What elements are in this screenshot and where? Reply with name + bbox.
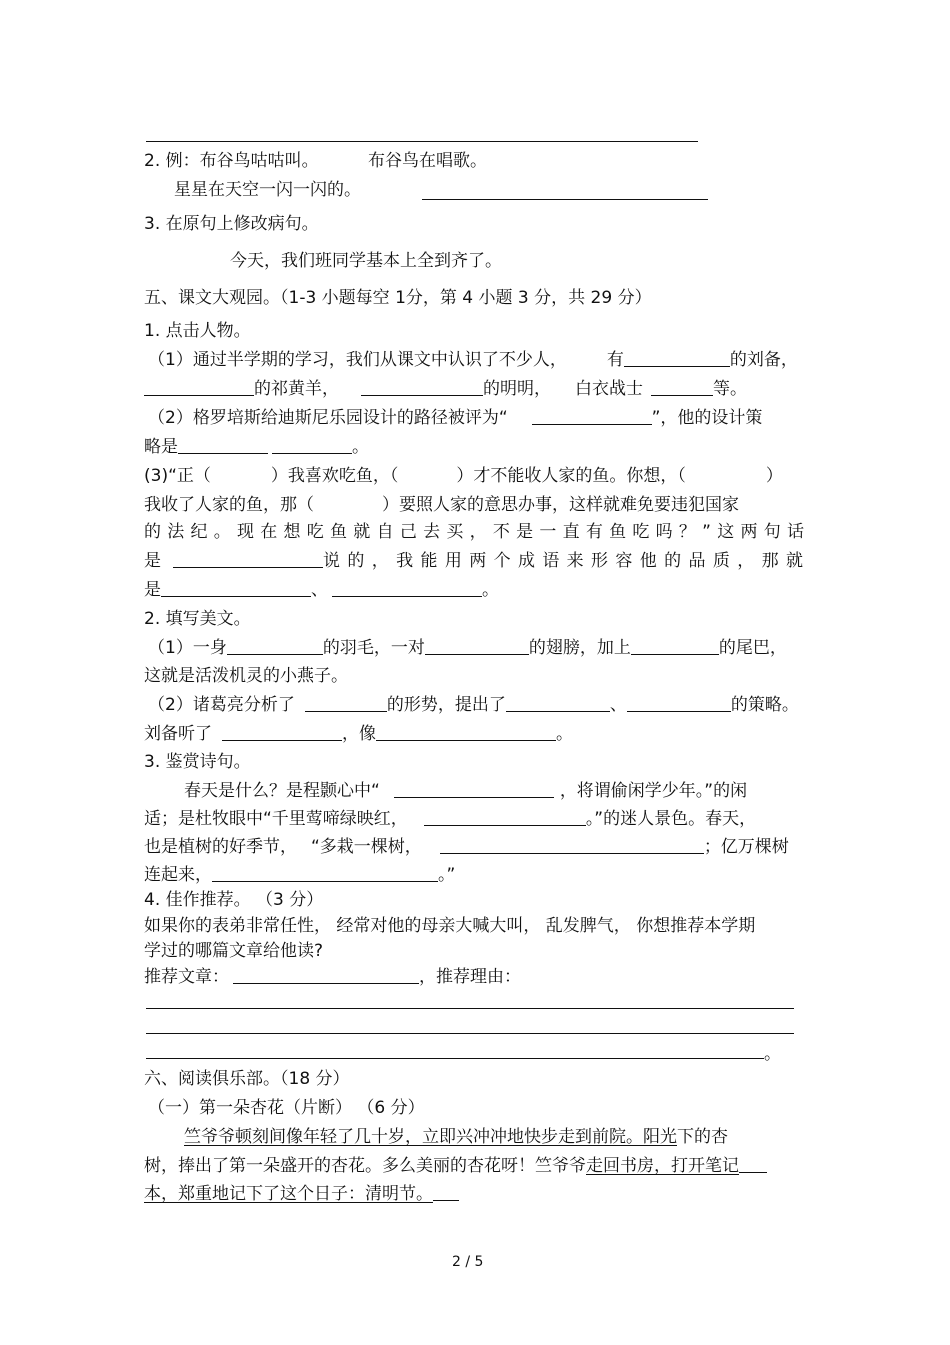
q5-1-p3-line4: 是 说的，我能用两个成语来形容他的品质，那就 bbox=[144, 551, 803, 571]
answer-blank[interactable] bbox=[332, 579, 482, 597]
answer-blank[interactable] bbox=[424, 808, 586, 826]
q5-4-line2: 学过的哪篇文章给他读? bbox=[144, 941, 324, 961]
q5-3-line2: 适；是杜牧眼中“千里莺啼绿映红， 。”的迷人景色。春天， bbox=[144, 809, 757, 829]
answer-blank[interactable] bbox=[425, 637, 529, 655]
answer-line-top bbox=[146, 141, 698, 142]
answer-blank[interactable] bbox=[506, 694, 610, 712]
q5-2-p2-line1: （2）诸葛亮分析了 的形势，提出了 、 的策略。 bbox=[148, 695, 799, 715]
q5-4-line1: 如果你的表弟非常任性， 经常对他的母亲大喊大叫， 乱发脾气， 你想推荐本学期 bbox=[144, 916, 756, 936]
q5-1-p3-line3: 的法纪。现在想吃鱼就自己去买，不是一直有鱼吃吗？”这两句话 bbox=[144, 522, 804, 542]
q5-1-p1-line2: 的祁黄羊， 的明明， 白衣战士 等。 bbox=[144, 378, 747, 400]
answer-blank[interactable] bbox=[272, 436, 352, 454]
answer-blank[interactable] bbox=[361, 378, 483, 396]
reason-line-2[interactable] bbox=[146, 1033, 794, 1034]
q4-2-prompt: 星星在天空一闪一闪的。 bbox=[174, 180, 361, 200]
q5-1-p2-line2: 略是 。 bbox=[144, 437, 369, 457]
section-5-title: 五、课文大观园。（1-3 小题每空 1分，第 4 小题 3 分，共 29 分） bbox=[144, 288, 652, 308]
q5-1-label: 1. 点击人物。 bbox=[144, 321, 251, 341]
answer-blank[interactable] bbox=[227, 637, 323, 655]
q5-1-p2-line1: （2）格罗培斯给迪斯尼乐园设计的路径被评为“ ”，他的设计策 bbox=[148, 408, 763, 428]
passage-line-3: 本，郑重地记下了这个日子：清明节。 bbox=[144, 1183, 459, 1205]
section-6-subtitle: （一）第一朵杏花（片断） （6 分） bbox=[148, 1098, 425, 1118]
q5-3-line3: 也是植树的好季节， “多栽一棵树， ；亿万棵树 bbox=[144, 837, 789, 857]
q5-1-p3-line5: 是 、 。 bbox=[144, 580, 499, 600]
page-number: 2 / 5 bbox=[452, 1254, 484, 1270]
answer-blank[interactable] bbox=[631, 637, 719, 655]
answer-blank[interactable] bbox=[440, 836, 704, 854]
q5-2-p1-line2: 这就是活泼机灵的小燕子。 bbox=[144, 666, 348, 686]
answer-blank[interactable] bbox=[144, 378, 254, 396]
q5-3-line1: 春天是什么？是程颢心中“ ，将谓偷闲学少年。”的闲 bbox=[184, 781, 748, 801]
reason-line-3[interactable] bbox=[146, 1058, 764, 1059]
passage-line-1: 竺爷爷顿刻间像年轻了几十岁，立即兴冲冲地快步走到前院。阳光下的杏 bbox=[184, 1127, 728, 1147]
q5-2-p1-line1: （1）一身 的羽毛，一对 的翅膀，加上 的尾巴， bbox=[148, 638, 787, 658]
answer-blank[interactable] bbox=[161, 579, 311, 597]
answer-blank[interactable] bbox=[624, 349, 730, 367]
passage-line-2: 树，捧出了第一朵盛开的杏花。多么美丽的杏花呀！竺爷爷走回书房，打开笔记 bbox=[144, 1155, 767, 1177]
answer-blank[interactable] bbox=[394, 780, 554, 798]
answer-blank[interactable] bbox=[212, 864, 438, 882]
article-blank[interactable] bbox=[233, 966, 419, 984]
answer-blank[interactable] bbox=[651, 378, 713, 396]
q5-1-p1-line1: （1）通过半学期的学习，我们从课文中认识了不少人， 有 的刘备， bbox=[148, 350, 798, 370]
answer-blank[interactable] bbox=[305, 694, 387, 712]
q4-2-example: 2. 例：布谷鸟咕咕叫。 布谷鸟在唱歌。 bbox=[144, 151, 488, 171]
q4-3-label: 3. 在原句上修改病句。 bbox=[144, 214, 319, 234]
reason-line-1[interactable] bbox=[146, 1008, 794, 1009]
answer-blank[interactable] bbox=[376, 723, 556, 741]
reason-end-mark: 。 bbox=[764, 1044, 781, 1064]
q5-2-p2-line2: 刘备听了 ，像 。 bbox=[144, 724, 573, 744]
q5-1-p3-line1: (3)“正（ ）我喜欢吃鱼，（ ）才不能收人家的鱼。你想，（ ） bbox=[144, 466, 783, 486]
q5-1-p3-line2: 我收了人家的鱼，那（ ）要照人家的意思办事，这样就难免要违犯国家 bbox=[144, 495, 739, 515]
q5-4-recommend: 推荐文章： ，推荐理由： bbox=[144, 967, 521, 987]
q5-3-label: 3. 鉴赏诗句。 bbox=[144, 752, 251, 772]
section-6-title: 六、阅读俱乐部。（18 分） bbox=[144, 1069, 350, 1089]
answer-blank[interactable] bbox=[532, 407, 652, 425]
q5-4-label: 4. 佳作推荐。 （3 分） bbox=[144, 890, 324, 910]
answer-blank[interactable] bbox=[178, 436, 268, 454]
answer-blank[interactable] bbox=[422, 199, 708, 200]
answer-blank[interactable] bbox=[627, 694, 731, 712]
q5-2-label: 2. 填写美文。 bbox=[144, 609, 251, 629]
answer-blank[interactable] bbox=[173, 550, 323, 568]
q5-3-line4: 连起来， 。” bbox=[144, 865, 456, 885]
q4-3-sentence: 今天，我们班同学基本上全到齐了。 bbox=[230, 251, 502, 271]
answer-blank[interactable] bbox=[222, 723, 342, 741]
